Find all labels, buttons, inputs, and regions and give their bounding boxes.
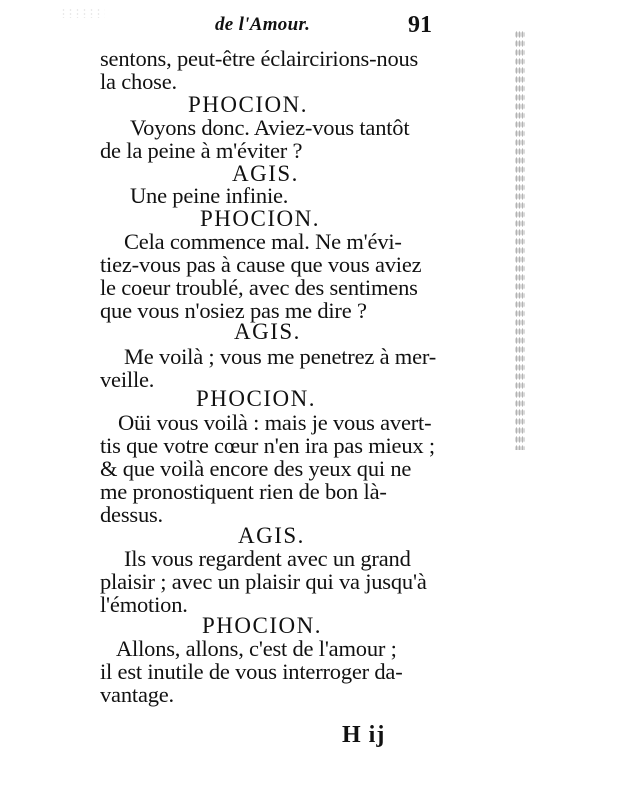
text-line: il est inutile de vous interroger da- bbox=[100, 659, 403, 684]
text-line: vantage. bbox=[100, 682, 174, 707]
text-line: Cela commence mal. Ne m'évi- bbox=[124, 229, 402, 254]
text-line: veille. bbox=[100, 367, 155, 392]
speaker-name: AGIS. bbox=[234, 319, 301, 344]
signature-mark: H ij bbox=[342, 722, 386, 748]
text-line: tis que votre cœur n'en ira pas mieux ; bbox=[100, 433, 435, 458]
scan-edge-specks bbox=[515, 30, 525, 450]
text-line: Me voilà ; vous me penetrez à mer- bbox=[124, 344, 437, 369]
page-number: 91 bbox=[408, 12, 432, 38]
speaker-name: AGIS. bbox=[238, 523, 305, 548]
text-line: Oüi vous voilà : mais je vous avert- bbox=[118, 410, 432, 435]
text-line: que vous n'osiez pas me dire ? bbox=[100, 298, 367, 323]
text-line: plaisir ; avec un plaisir qui va jusqu'à bbox=[100, 569, 427, 594]
text-line: tiez-vous pas à cause que vous aviez bbox=[100, 252, 422, 277]
running-title: de l'Amour. bbox=[215, 14, 311, 35]
text-line: Voyons donc. Aviez-vous tantôt bbox=[130, 115, 410, 140]
text-line: dessus. bbox=[100, 502, 163, 527]
speaker-name: PHOCION. bbox=[202, 613, 322, 638]
text-line: & que voilà encore des yeux qui ne bbox=[100, 456, 412, 481]
text-line: de la peine à m'éviter ? bbox=[100, 138, 303, 163]
text-line: Allons, allons, c'est de l'amour ; bbox=[116, 636, 397, 661]
speaker-name: PHOCION. bbox=[200, 206, 320, 231]
scan-specks bbox=[60, 8, 105, 18]
text-line: sentons, peut-être éclaircirions-nous bbox=[100, 46, 419, 71]
text-line: Ils vous regardent avec un grand bbox=[124, 546, 411, 571]
speaker-name: AGIS. bbox=[232, 161, 299, 186]
text-line: me pronostiquent rien de bon là- bbox=[100, 479, 387, 504]
speaker-name: PHOCION. bbox=[188, 92, 308, 117]
text-line: Une peine infinie. bbox=[130, 183, 289, 208]
text-line: la chose. bbox=[100, 69, 177, 94]
text-line: l'émotion. bbox=[100, 592, 188, 617]
text-line: le coeur troublé, avec des sentimens bbox=[100, 275, 418, 300]
speaker-name: PHOCION. bbox=[196, 386, 316, 411]
